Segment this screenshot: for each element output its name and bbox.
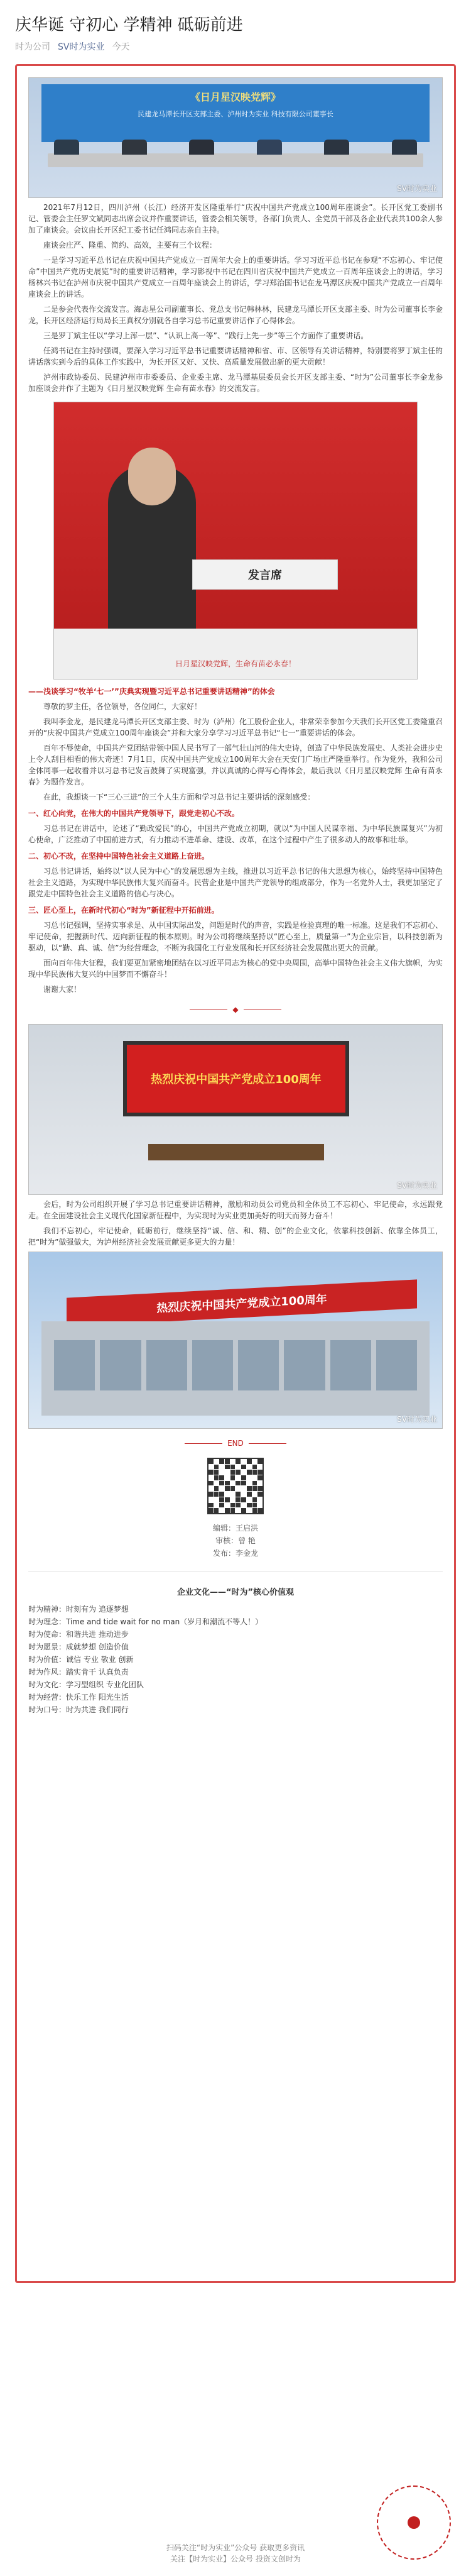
photo-watermark: SV时为实业 [397,1181,437,1190]
speech-paragraph: 在此，我想谈一下“三心三进”的三个人生方面和学习总书记主要讲话的深刻感受： [43,793,315,801]
photo-watermark: SV时为实业 [397,1415,437,1424]
footer-line: 扫码关注“时为实业”公众号 获取更多资讯 [166,2543,305,2552]
greeting: 尊敬的罗主任，各位领导，各位同仁，大家好！ [43,702,202,711]
credit-publisher: 发布：李金龙 [212,1549,258,1558]
footer-line: 关注【时为实业】公众号 投资文创时为 [170,2555,301,2563]
culture-line: 时为愿景：成就梦想 创造价值 [28,1643,129,1651]
lobby-desk [148,1144,324,1160]
intro-paragraph: 三是罗丁斌主任以“学习上浑一层”、“认识上高一等”、“践行上先一步”等三个方面作了重要讲话。 [43,331,369,340]
after-paragraph: 会后，时为公司组织开展了学习总书记重要讲话精神，激励和动员公司党员和全体员工不忘初心、牢记使命，永远跟党走。在全面建设社会主义现代化国家新征程中，为实现时为实业更加美好的明天而努力奋斗！ [28,1200,443,1220]
portrait-caption: 日月星汉映党辉，生命有苗必永春！ [175,659,296,668]
building-windows [54,1340,417,1390]
culture-line: 时为理念：Time and tide wait for no man（岁月和潮流不等人！） [28,1617,263,1626]
intro-paragraph: 一是学习习近平总书记在庆祝中国共产党成立一百周年大会上的重要讲话。学习习近平总书记在参观“不忘初心、牢记使命”中国共产党历史展览”时的重要讲话精神，学习影视中书记在四川省庆祝中国共产党成立一百周年座谈会上的讲话，学习杨林兴书记在泸州市庆祝中国共产党成立一百周年座谈会上的讲话，学习郑治国书记在龙马潭区庆祝中国共产党成立一百周年座谈会上的讲话。 [28,256,443,299]
culture-title: 企业文化——“时为”核心价值观 [176,1588,295,1597]
meeting-photo [28,77,443,198]
speech-paragraph: 习总书记在讲话中，论述了“勤政爱民”的心，中国共产党成立初期，就以“为中国人民谋幸福、为中华民族谋复兴”为初心使命，广泛推动了中国前进方式，有力推动不进革命、建设、改革，在这个过程中产生了很多动人的故事和壮举。 [28,824,443,844]
divider-ornament: ◆ [28,1005,443,1014]
speech-paragraph: 习总书记讲话，始终以“以人民为中心”的发展思想为主线，推进以习近平总书记的伟大思想为核心，始终坚持中国特色社会主义道路，为实现中华民族伟大复兴而奋斗。民营企业是中国共产党领导的组成部分，作为一名党外人士，我更加坚定了跟党走中国特色社会主义道路的信心与决心。 [28,867,443,898]
intro-paragraph: 任鸿书记在主持时强调，要深入学习习近平总书记重要讲话精神和省、市、区领导有关讲话精神，特别要将罗丁斌主任的讲话落实到今后的具体工作实践中，为长开区又好、又快、高质量发展做出新的更大贡献！ [28,346,443,366]
credit-editor: 编辑：王启洪 [212,1524,258,1533]
speech-title: ——浅谈学习“牧羊‘七一’”庆典实现暨习近平总书记重要讲话精神”的体会 [28,687,275,696]
culture-line: 时为口号：时为共进 我们同行 [28,1705,129,1714]
publish-time: 今天 [112,42,130,52]
qr-code[interactable] [207,1458,264,1514]
account-type: 时为公司 [15,42,50,52]
culture-line: 时为使命：和谐共进 推动进步 [28,1630,129,1639]
photo-watermark: SV时为实业 [397,184,437,193]
speech-heading: 三、匠心至上，在新时代初心“时为”新征程中开拓前进。 [28,906,219,915]
building-banner: 热烈庆祝中国共产党成立100周年 [67,1279,417,1326]
credits [28,1522,443,1560]
attendees [54,140,417,155]
end-label: END [227,1439,244,1448]
culture-block [28,1587,443,1716]
intro-paragraph: 座谈会庄严、隆重、简约、高效，主要有三个议程： [43,241,217,250]
speech-heading: 二、初心不改，在坚持中国特色社会主义道路上奋进。 [28,852,210,861]
backdrop-subtitle: 民建龙马潭长开区支部主委、泸州时为实业 科技有限公司董事长 [138,110,333,118]
speech-paragraph: 百年不辱使命，中国共产党团结带领中国人民书写了一部气壮山河的伟大史诗，创造了中华民族发展史、人类社会进步史上令人刮目相看的伟大奇迹！7月1日，庆祝中国共产党成立100周年大会在天安门广场庄严隆重举行。作为党外，我和公司全体同事一起收看并以习总书记发言鼓舞了实现富强，并以真诚的心得写心得体会，最后我以《日月星汉映党辉 生命有苗永春》为题作发言。 [28,744,443,786]
meeting-backdrop [41,84,430,142]
speech-heading: 一、红心向党，在伟大的中国共产党领导下，跟党走初心不改。 [28,809,240,818]
intro-paragraph: 2021年7月12日，四川泸州（长江）经济开发区隆重举行“庆祝中国共产党成立100周年座谈会”。长开区党工委副书记、管委会主任罗文斌同志出席会议并作重要讲话，管委会相关领导，各部门负责人、全党员干部及各企业代表共100余人参加了座谈会。会议由长开区纪工委书记任鸿同志亲自主持。 [28,203,443,234]
speech-thanks: 谢谢大家！ [43,985,82,994]
article-title: 庆华诞 守初心 学精神 砥砺前进 [15,16,243,35]
article-body [15,64,456,2283]
article-meta [15,40,456,53]
speech-paragraph: 面向百年伟大征程，我们要更加紧密地团结在以习近平同志为核心的党中央周围，高举中国特色社会主义伟大旗帜，为实现中华民族伟大复兴的中国梦而不懈奋斗！ [28,959,443,979]
speech-paragraph: 习总书记强调，坚持实事求是、从中国实际出发，问题是时代的声音，实践是检验真理的唯一标准。这是我们不忘初心、牢记使命，把握新时代、迈向新征程的根本原则。时为公司将继续坚持以“匠心至上，质量第一”为企业宗旨，以科技创新为驱动，以“勤、真、诚、信”为经营理念，不断为我国化工行业发展和长开区经济社会发展做出更大的贡献。 [28,921,443,952]
speaker-face [128,448,176,505]
culture-line: 时为价值：诚信 专业 敬业 创新 [28,1655,134,1664]
speaker-nameplate [192,559,338,590]
intro-paragraph: 二是参会代表作交流发言。海志星公司副董事长、党总支书记韩林林，民建龙马潭长开区支部主委、时为公司董事长李金龙，长开区经济运行局局长王真权分别就各自学习总书记重要讲话作了心得体会。 [28,305,443,325]
backdrop-title: 《日月星汉映党辉》 [190,91,281,103]
account-name-link[interactable]: SV时为实业 [58,42,105,52]
intro-paragraph: 泸州市政协委员、民建泸州市市委委员、企业委主席、龙马潭基层委员会长开区支部主委、“时为”公司董事长李金龙参加座谈会并作了主题为《日月星汉映党辉 生命有苗永春》的交流发言。 [28,373,443,393]
after-paragraph: 我们不忘初心，牢记使命，砥砺前行，继续坚持“诚、信、和、精、创”的企业文化，依靠科技创新、依靠全体员工，把“时为”做强做大，为泸州经济社会发展贡献更多更大的力量！ [28,1226,443,1247]
nameplate-text: 发言席 [248,569,282,582]
led-screen [123,1041,349,1116]
lobby-screen-photo [28,1024,443,1195]
speech-paragraph: 我叫李金龙，是民建龙马潭长开区支部主委、时为（泸州）化工股份企业人，非常荣幸参加今天我们长开区党工委隆重召开的“庆祝中国共产党成立100周年座谈会”并和大家分享学习习近平总书记“七一”重要讲话的体会。 [28,717,443,737]
stamp-icon [377,2485,451,2560]
culture-line: 时为精神：时刻有为 追逐梦想 [28,1605,129,1614]
credit-proof: 审核：曾 艳 [215,1536,256,1545]
culture-line: 时为经营：快乐工作 阳光生活 [28,1693,129,1702]
speaker-portrait [53,402,418,680]
building-photo [28,1252,443,1429]
culture-line: 时为作风：踏实肯干 认真负责 [28,1668,129,1676]
culture-line: 时为文化：学习型组织 专业化团队 [28,1680,144,1689]
end-marker [28,1439,443,1448]
conference-table [48,153,423,167]
led-screen-text: 热烈庆祝中国共产党成立100周年 [151,1073,322,1086]
